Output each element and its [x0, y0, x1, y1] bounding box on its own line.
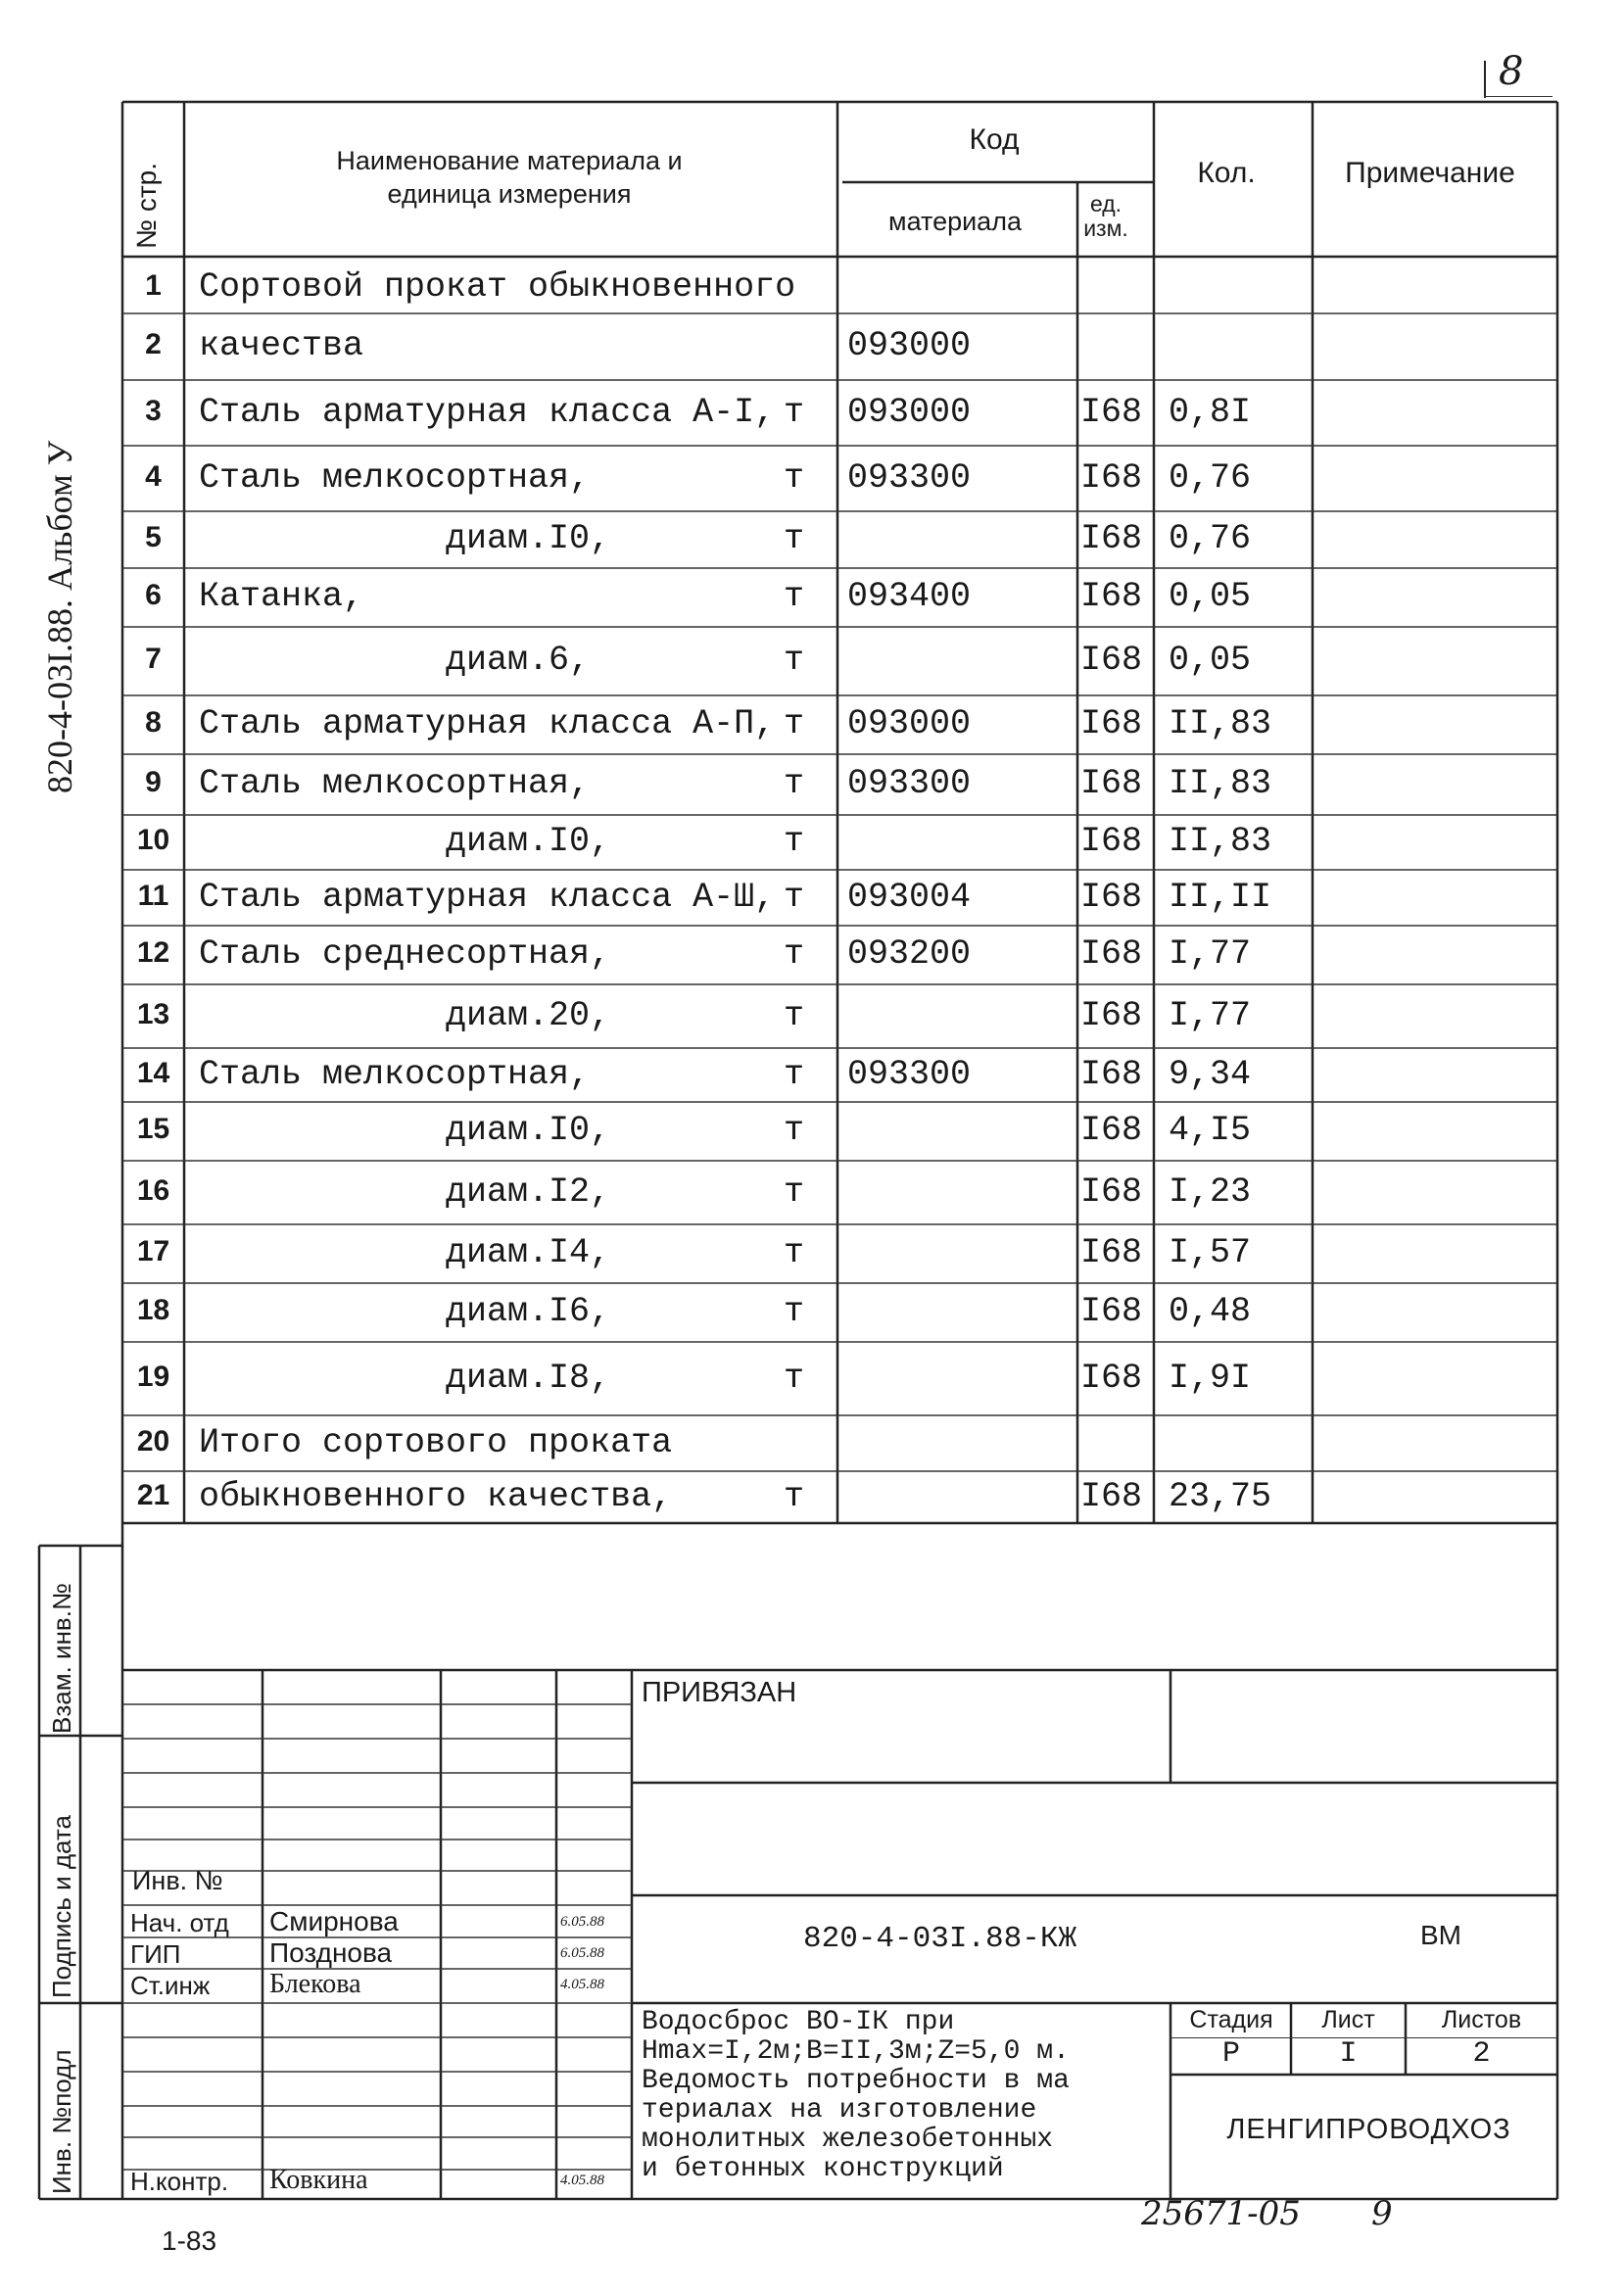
sheets-label: Листов [1441, 2006, 1522, 2033]
table-row [122, 313, 1557, 380]
header-note: Примечание [1345, 157, 1515, 189]
unit-label: т [784, 704, 805, 743]
unit-label: т [784, 934, 805, 974]
quantity: 0,76 [1169, 519, 1252, 558]
material-code: 093000 [847, 326, 972, 365]
material-code: 093000 [847, 392, 972, 432]
header-name: Наименование материала и единица измерения [336, 146, 683, 209]
table-row [122, 815, 1557, 870]
table-row [122, 446, 1557, 511]
unit-label: т [784, 1171, 805, 1212]
material-name: качества [199, 326, 364, 365]
material-name: Сталь среднесортная, [199, 934, 611, 974]
table-row [122, 754, 1557, 815]
material-name: Итого сортового проката [199, 1422, 673, 1462]
table-row [122, 1161, 1557, 1224]
quantity: II,83 [1169, 704, 1272, 743]
quantity: I,77 [1169, 995, 1252, 1035]
row-number: 16 [136, 1173, 170, 1207]
doc-code: 820-4-03I.88-КЖ [803, 1922, 1077, 1956]
unit-label: т [784, 1054, 805, 1094]
table-row [122, 1283, 1557, 1342]
quantity: 0,76 [1169, 457, 1252, 498]
unit-label: т [784, 641, 805, 680]
table-row [122, 926, 1557, 984]
row-number: 14 [136, 1056, 170, 1089]
signature-row [122, 1939, 632, 1971]
unit-code: I68 [1080, 1171, 1143, 1212]
vzam-label: Взам. инв.№ [47, 1583, 76, 1734]
album-side-label: 820-4-03I.88. Альбом У [40, 440, 79, 793]
page-number: 8 [1499, 49, 1524, 94]
row-number: 18 [136, 1294, 170, 1326]
material-name: Катанка, [199, 577, 364, 616]
material-code: 093300 [847, 1054, 972, 1094]
row-number: 15 [136, 1113, 170, 1145]
title-line: териалах на изготовление [642, 2095, 1037, 2126]
material-name: диам.I6, [446, 1292, 611, 1331]
row-number: 5 [145, 521, 162, 553]
quantity: 9,34 [1169, 1054, 1252, 1094]
quantity: I,77 [1169, 934, 1252, 974]
material-name: диам.I4, [446, 1233, 611, 1272]
row-number: 6 [145, 579, 162, 611]
signer-name: Ковкина [269, 2165, 368, 2195]
quantity: 0,05 [1169, 641, 1252, 680]
unit-code: I68 [1080, 704, 1143, 743]
table-row [122, 1471, 1557, 1523]
unit-code: I68 [1080, 822, 1143, 861]
row-number: 21 [136, 1478, 170, 1511]
title-line: монолитных железобетонных [642, 2125, 1054, 2155]
row-number: 20 [136, 1424, 170, 1458]
unit-label: т [784, 1292, 805, 1331]
header-num: № стр. [131, 163, 162, 249]
material-name: диам.I0, [446, 1111, 611, 1150]
signature-date: 6.05.88 [560, 1945, 604, 1961]
unit-code: I68 [1080, 764, 1143, 803]
sheet-label: Лист [1321, 2006, 1375, 2033]
unit-code: I68 [1080, 1358, 1143, 1398]
stage-label: Стадия [1189, 2006, 1273, 2033]
material-name: диам.I0, [446, 519, 611, 558]
unit-label: т [784, 995, 805, 1035]
unit-code: I68 [1080, 934, 1143, 974]
unit-label: т [784, 1111, 805, 1150]
quantity: 0,48 [1169, 1292, 1252, 1331]
quantity: I,9I [1169, 1358, 1252, 1398]
unit-code: I68 [1080, 877, 1143, 917]
unit-code: I68 [1080, 641, 1143, 680]
table-row [122, 1102, 1557, 1161]
material-name: Сортовой прокат обыкновенного [199, 267, 796, 307]
row-number: 19 [136, 1360, 170, 1393]
table-row [122, 1048, 1557, 1102]
signer-role: Ст.инж [130, 1971, 211, 2000]
signer-name: Позднова [269, 1937, 393, 1968]
unit-code: I68 [1080, 392, 1143, 432]
row-number: 12 [136, 936, 170, 969]
material-code: 093400 [847, 577, 972, 616]
unit-label: т [784, 1233, 805, 1272]
unit-label: т [784, 877, 805, 917]
table-row [122, 511, 1557, 568]
material-code: 093004 [847, 877, 972, 917]
signer-role: Нач. отд [130, 1908, 229, 1937]
footer-handwritten-code: 25671-05 [1141, 2194, 1301, 2233]
podpis-label: Подпись и дата [47, 1814, 76, 1998]
signature-date: 4.05.88 [560, 2173, 604, 2188]
material-code: 093000 [847, 704, 972, 743]
unit-code: I68 [1080, 1292, 1143, 1331]
header-code: Код [969, 123, 1020, 156]
unit-label: т [784, 392, 805, 432]
unit-label: т [784, 457, 805, 498]
quantity: I,23 [1169, 1171, 1252, 1212]
material-name: Сталь мелкосортная, [199, 457, 591, 498]
footer-left-code: 1-83 [162, 2225, 217, 2256]
table-row [122, 1224, 1557, 1283]
header-code-unit: ед. изм. [1083, 191, 1128, 242]
quantity: II,83 [1169, 822, 1272, 861]
signature-row [122, 2167, 632, 2198]
inv-no-label: Инв. № [132, 1866, 223, 1895]
row-number: 3 [145, 394, 162, 427]
signature-date: 4.05.88 [560, 1977, 604, 1992]
table-row [122, 695, 1557, 754]
quantity: 0,8I [1169, 392, 1252, 432]
material-name: Сталь арматурная класса А-Ш, [199, 877, 776, 917]
quantity: 23,75 [1169, 1476, 1272, 1516]
signature-row [122, 1971, 632, 2002]
row-number: 13 [136, 997, 170, 1030]
table-row [122, 380, 1557, 446]
table-row [122, 627, 1557, 695]
doc-mark: ВМ [1420, 1920, 1461, 1950]
row-number: 9 [145, 766, 162, 798]
row-number: 8 [145, 706, 162, 739]
unit-code: I68 [1080, 457, 1143, 498]
unit-code: I68 [1080, 1054, 1143, 1094]
inv-podl-label: Инв. №подл [47, 2049, 76, 2194]
material-code: 093300 [847, 457, 972, 498]
signer-name: Смирнова [269, 1906, 399, 1936]
header-qty: Кол. [1197, 157, 1256, 189]
table-row [122, 984, 1557, 1048]
table-row [122, 568, 1557, 627]
material-name: диам.I2, [446, 1171, 611, 1212]
row-number: 4 [145, 459, 162, 493]
title-line: Водосброс ВО-IК при [642, 2007, 955, 2037]
quantity: I,57 [1169, 1233, 1252, 1272]
material-name: обыкновенного качества, [199, 1476, 673, 1516]
signature-date: 6.05.88 [560, 1914, 604, 1930]
table-row [122, 1342, 1557, 1415]
sheet-value: I [1339, 2037, 1358, 2071]
material-name: диам.I0, [446, 822, 611, 861]
unit-label: т [784, 764, 805, 803]
unit-label: т [784, 1476, 805, 1516]
material-name: Сталь мелкосортная, [199, 1054, 591, 1094]
row-number: 10 [136, 824, 170, 856]
row-number: 11 [137, 879, 169, 912]
material-name: Сталь арматурная класса А-П, [199, 704, 776, 743]
material-code: 093300 [847, 764, 972, 803]
organization-name: ЛЕНГИПРОВОДХОЗ [1226, 2114, 1511, 2145]
unit-code: I68 [1080, 1233, 1143, 1272]
material-name: диам.20, [446, 995, 611, 1035]
quantity: II,II [1169, 877, 1272, 917]
sheets-value: 2 [1472, 2037, 1491, 2071]
doc-title [642, 2008, 1070, 2184]
signature-row [122, 1908, 632, 1939]
unit-label: т [784, 1358, 805, 1398]
table-row [122, 1415, 1557, 1471]
row-number: 1 [145, 269, 162, 302]
title-line: и бетонных конструкций [642, 2154, 1004, 2184]
unit-code: I68 [1080, 1111, 1143, 1150]
quantity: 0,05 [1169, 577, 1252, 616]
table-row [122, 870, 1557, 926]
privyazan-label: ПРИВЯЗАН [642, 1677, 797, 1708]
quantity: II,83 [1169, 764, 1272, 803]
stage-value: Р [1221, 2037, 1240, 2071]
material-name: Сталь мелкосортная, [199, 764, 591, 803]
unit-code: I68 [1080, 519, 1143, 558]
signer-role: Н.контр. [130, 2167, 229, 2196]
footer-number: 9 [1371, 2194, 1393, 2233]
row-number: 2 [145, 328, 162, 360]
quantity: 4,I5 [1169, 1111, 1252, 1150]
table-row [122, 263, 1557, 313]
signer-role: ГИП [130, 1939, 181, 1969]
title-line: Ведомость потребности в ма [642, 2066, 1070, 2096]
unit-label: т [784, 822, 805, 861]
header-code-material: материала [888, 207, 1022, 236]
unit-label: т [784, 577, 805, 616]
unit-code: I68 [1080, 1476, 1143, 1516]
unit-code: I68 [1080, 577, 1143, 616]
row-number: 17 [136, 1235, 170, 1267]
title-line: Hmax=I,2м;В=II,3м;Z=5,0 м. [642, 2036, 1070, 2067]
row-number: 7 [145, 643, 162, 675]
unit-code: I68 [1080, 995, 1143, 1035]
unit-label: т [784, 519, 805, 558]
material-name: диам.I8, [446, 1358, 611, 1398]
signer-name: Блекова [269, 1969, 361, 1999]
material-name: диам.6, [446, 641, 591, 680]
material-code: 093200 [847, 934, 972, 974]
material-name: Сталь арматурная класса А-I, [199, 392, 776, 432]
